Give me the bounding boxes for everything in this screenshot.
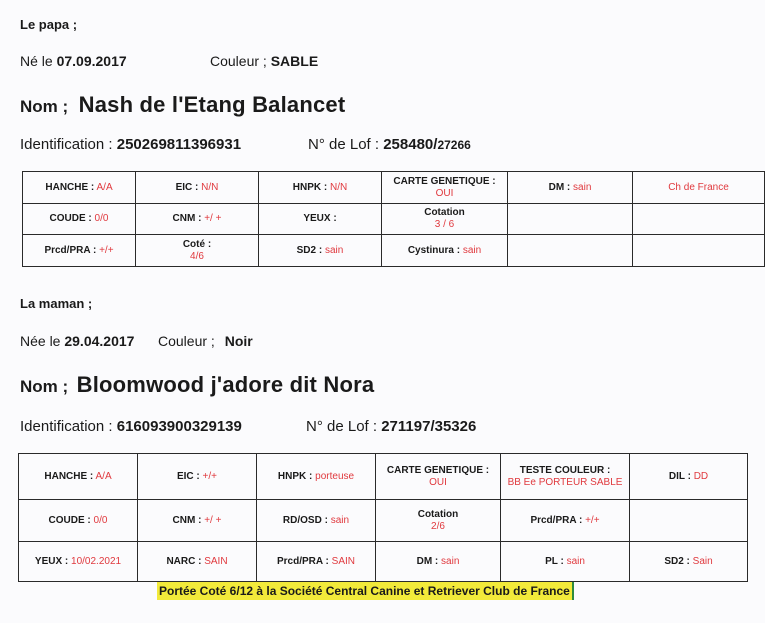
mother-health-cell [257,500,376,542]
mother-name-label: Nom ; [20,377,69,396]
health-key: Prcd/PRA : [277,555,329,567]
mother-name-value: Bloomwood j'adore dit Nora [76,372,375,397]
health-value: sain [441,555,460,567]
health-key: COUDE : [49,213,92,224]
health-key: Cotation [417,508,459,520]
health-value: sain [324,244,344,256]
father-lof-line [308,136,471,153]
health-value: SAIN [331,555,355,567]
father-health-cell [23,235,136,267]
health-key: Cotation [424,207,465,218]
mother-health-cell [630,542,748,582]
health-value: +/ + [204,514,222,526]
mother-birth-line [20,333,134,349]
father-id-line [20,136,241,153]
mother-health-cell [630,500,748,542]
health-value: sain [462,244,482,256]
mother-name-line [20,372,374,398]
mother-health-cell [257,454,376,500]
father-health-cell [382,235,508,267]
mother-health-cell [376,500,501,542]
health-key: HANCHE : [45,181,95,193]
mother-color-value: Noir [224,333,253,349]
mother-health-cell [19,500,138,542]
father-health-cell [23,204,136,235]
health-value: SAIN [204,555,228,567]
father-id-value: 250269811396931 [116,136,242,153]
health-key: PL : [545,555,564,567]
health-key: NARC : [166,555,202,567]
health-key: COUDE : [48,514,91,526]
father-health-cell [136,204,259,235]
health-value: 10/02.2021 [71,555,122,567]
mother-health-cell [19,542,138,582]
father-health-cell [508,204,633,235]
father-health-cell [508,235,633,267]
health-value: 4/6 [190,250,204,262]
father-health-cell [259,235,382,267]
health-key: YEUX : [34,555,69,567]
father-health-cell [136,235,259,267]
mother-born-label: Née le [20,333,61,349]
health-value: BB Ee PORTEUR SABLE [507,476,623,488]
health-key: RD/OSD : [282,514,328,526]
health-value: 2/6 [431,520,445,532]
father-health-cell [633,235,765,267]
mother-health-cell [138,542,257,582]
health-value: sain [573,181,592,193]
mother-color-line [158,333,253,349]
mother-id-value: 616093900329139 [116,418,242,435]
father-name-line [20,92,345,118]
health-value: +/ + [204,213,222,224]
health-value: +/+ [202,470,218,482]
father-name-value: Nash de l'Etang Balancet [78,92,346,117]
litter-note: Portée Coté 6/12 à la Société Central Canine et Retriever Club de France [157,582,574,600]
mother-id-label: Identification : [20,418,113,435]
health-key: TESTE COULEUR : [519,464,611,476]
health-value: +/+ [585,514,600,526]
mother-health-row [19,542,748,582]
health-value: OUI [429,476,447,488]
health-value: 0/0 [94,213,109,224]
father-lof-value: 258480/ [383,136,438,153]
mother-lof-line [306,418,476,435]
health-key: CNM : [172,213,202,224]
health-key: CARTE GENETIQUE : [393,175,496,187]
father-health-cell [23,172,136,204]
health-value: sain [330,514,350,526]
father-lof-suffix: 27266 [437,138,471,152]
mother-health-row [19,500,748,542]
father-health-cell [136,172,259,204]
mother-health-cell [501,542,630,582]
father-health-row [23,204,765,235]
health-key: Prcd/PRA : [44,244,97,256]
mother-health-row [19,454,748,500]
mother-health-cell [257,542,376,582]
mother-health-cell [376,454,501,500]
health-key: SD2 : [296,244,323,256]
mother-health-cell [501,454,630,500]
health-value: A/A [95,470,112,482]
health-value: +/+ [99,244,114,256]
health-key: DM : [416,555,439,567]
father-health-cell [508,172,633,204]
father-health-row [23,172,765,204]
health-key: EIC : [176,470,200,482]
health-key: HNPK : [277,470,313,482]
father-health-cell [633,204,765,235]
health-value: 3 / 6 [434,219,455,230]
mother-color-label: Couleur ; [158,333,215,349]
health-key: Prcd/PRA : [530,514,583,526]
health-value: OUI [435,187,454,199]
father-lof-label: N° de Lof : [308,136,380,153]
father-born-label: Né le [20,53,53,69]
father-id-label: Identification : [20,136,113,153]
father-name-label: Nom ; [20,97,69,116]
mother-id-line [20,418,242,435]
mother-lof-label: N° de Lof : [306,418,378,435]
father-birth-line [20,53,127,69]
health-value: sain [566,555,585,567]
father-color-line [210,53,318,69]
health-key: HANCHE : [44,470,94,482]
mother-health-cell [138,454,257,500]
father-health-cell [382,172,508,204]
mother-lof-value: 271197/35326 [381,418,477,435]
mother-health-cell [376,542,501,582]
father-heading: Le papa ; [20,17,78,32]
health-key: YEUX : [303,213,337,224]
health-key: HNPK : [292,181,328,193]
health-key: Coté : [182,238,212,250]
health-value: N/N [330,181,348,193]
father-health-cell [259,172,382,204]
health-key: Cystinura : [407,244,461,256]
health-key: DIL : [668,470,691,482]
health-value: A/A [96,181,113,193]
father-health-cell [633,172,765,204]
health-value: DD [693,470,709,482]
health-key: SD2 : [664,555,690,567]
health-key: DM : [548,181,571,193]
mother-health-table [18,453,748,582]
health-value: Sain [692,555,713,567]
health-value: N/N [201,181,219,193]
father-health-table [22,171,765,267]
father-health-cell [382,204,508,235]
health-value: 0/0 [93,514,108,526]
father-health-row [23,235,765,267]
health-value: porteuse [315,470,355,482]
mother-health-cell [501,500,630,542]
father-health-cell [259,204,382,235]
mother-heading: La maman ; [20,296,93,311]
father-color-value: SABLE [270,53,319,69]
mother-health-cell [19,454,138,500]
health-key: CARTE GENETIQUE : [386,464,490,476]
health-key: CNM : [172,514,202,526]
father-color-label: Couleur ; [210,53,267,69]
mother-health-cell [138,500,257,542]
health-key: EIC : [175,181,199,193]
mother-born-date: 29.04.2017 [64,333,135,349]
father-born-date: 07.09.2017 [56,53,127,69]
mother-health-cell [630,454,748,500]
health-value: Ch de France [668,181,729,193]
